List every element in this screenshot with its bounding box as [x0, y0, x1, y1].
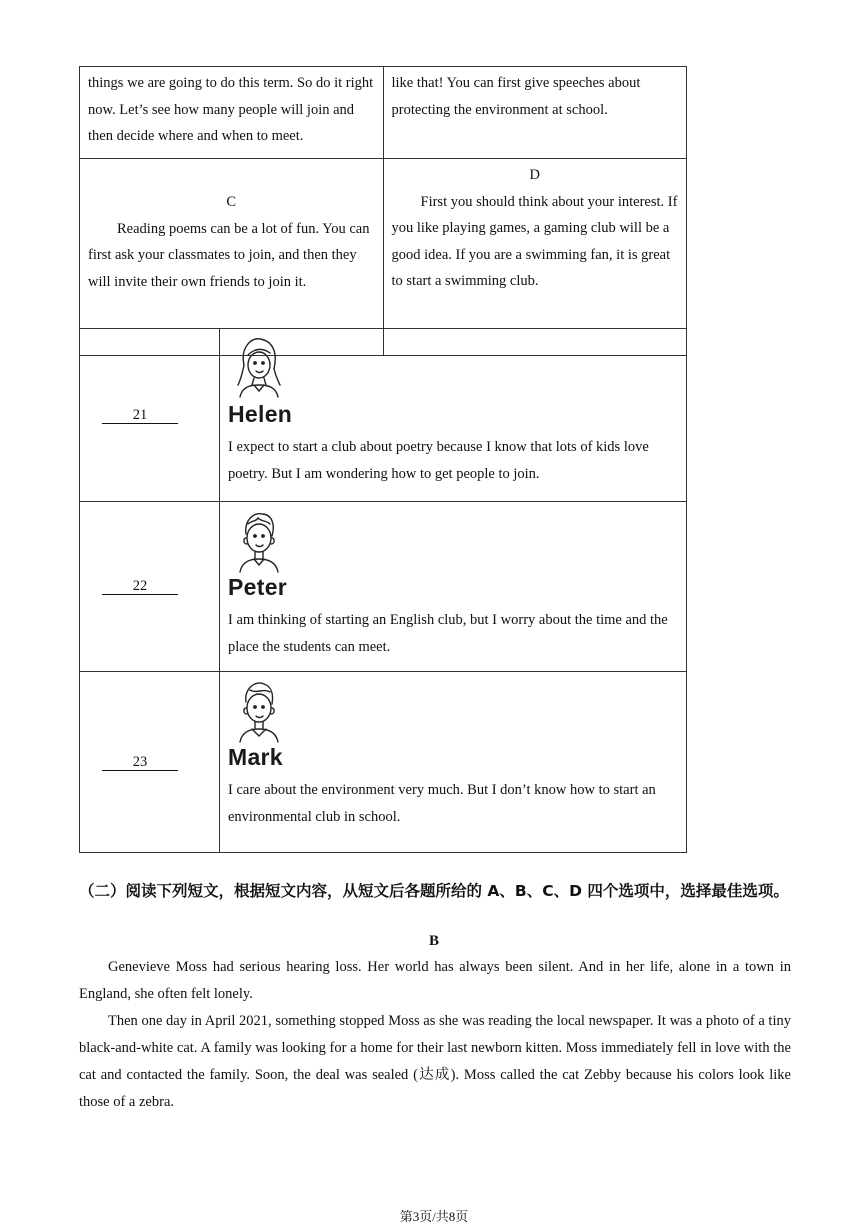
question-number: 23: [102, 754, 178, 771]
girl-portrait-icon: [230, 335, 286, 401]
person-name: Mark: [228, 744, 283, 770]
option-a-text: like that! You can first give speeches about protecting the environment at school.: [391, 75, 641, 118]
passage-body: [79, 954, 791, 1116]
question-number: 22: [102, 578, 178, 595]
options-table: [79, 66, 687, 356]
page-number: 第3页/共8页: [399, 1209, 469, 1224]
person-name: Peter: [228, 574, 288, 600]
option-c-text: Reading poems can be a lot of fun. You can first ask your classmates to join, and then they will invite their own friends to join it.: [88, 220, 370, 290]
person-card: [220, 329, 687, 502]
person-row-mark: [80, 672, 687, 853]
person-card: [220, 502, 687, 672]
boy-portrait-icon: [230, 508, 286, 574]
answer-blank-22[interactable]: [80, 502, 220, 672]
person-row-helen: [80, 329, 687, 502]
option-d: [383, 159, 687, 356]
answer-blank-21[interactable]: [80, 329, 220, 502]
person-statement: I expect to start a club about poetry because I know that lots of kids love poetry. But I am wondering how to get people to join.: [228, 439, 649, 482]
person-statement: I care about the environment very much. But I don’t know how to start an environmental club in school.: [228, 782, 656, 825]
option-d-letter: D: [529, 167, 540, 183]
person-statement: I am thinking of starting an English club, but I worry about the time and the place the students can meet.: [228, 612, 668, 655]
passage-label: B: [428, 933, 439, 949]
option-b-continued: [80, 67, 384, 159]
passage-paragraph: Genevieve Moss had serious hearing loss. Her world has always been silent. And in her life, alone in a town in England, she often felt lonely.: [79, 959, 791, 1002]
person-card: [220, 672, 687, 853]
people-table: [79, 328, 687, 853]
person-name: Helen: [228, 401, 293, 427]
option-d-text: First you should think about your interest. If you like playing games, a gaming club will be a good idea. If you are a swimming fan, it is great to start a swimming club.: [391, 193, 678, 289]
answer-blank-23[interactable]: [80, 672, 220, 853]
option-c-letter: C: [226, 194, 237, 210]
option-a-continued: [383, 67, 687, 159]
boy-portrait-icon: [230, 678, 286, 744]
section-heading: （二）阅读下列短文，根据短文内容，从短文后各题所给的 A、B、C、D 四个选项中，选择最佳选项。: [79, 882, 789, 900]
option-b-text: things we are going to do this term. So do it right now. Let’s see how many people will join and then decide where and when to meet.: [88, 75, 374, 144]
question-number: 21: [102, 407, 178, 424]
person-row-peter: [80, 502, 687, 672]
passage-paragraph: Then one day in April 2021, something stopped Moss as she was reading the local newspaper. It was a photo of a tiny black-and-white cat. A family was looking for a home for their last newborn kitten. Moss immediately fell in love with the cat and contacted the family. Soon, the deal was sealed (达成). Moss called the cat Zebby because his colors look like those of a zebra.: [79, 1013, 791, 1110]
option-c: [80, 159, 384, 356]
